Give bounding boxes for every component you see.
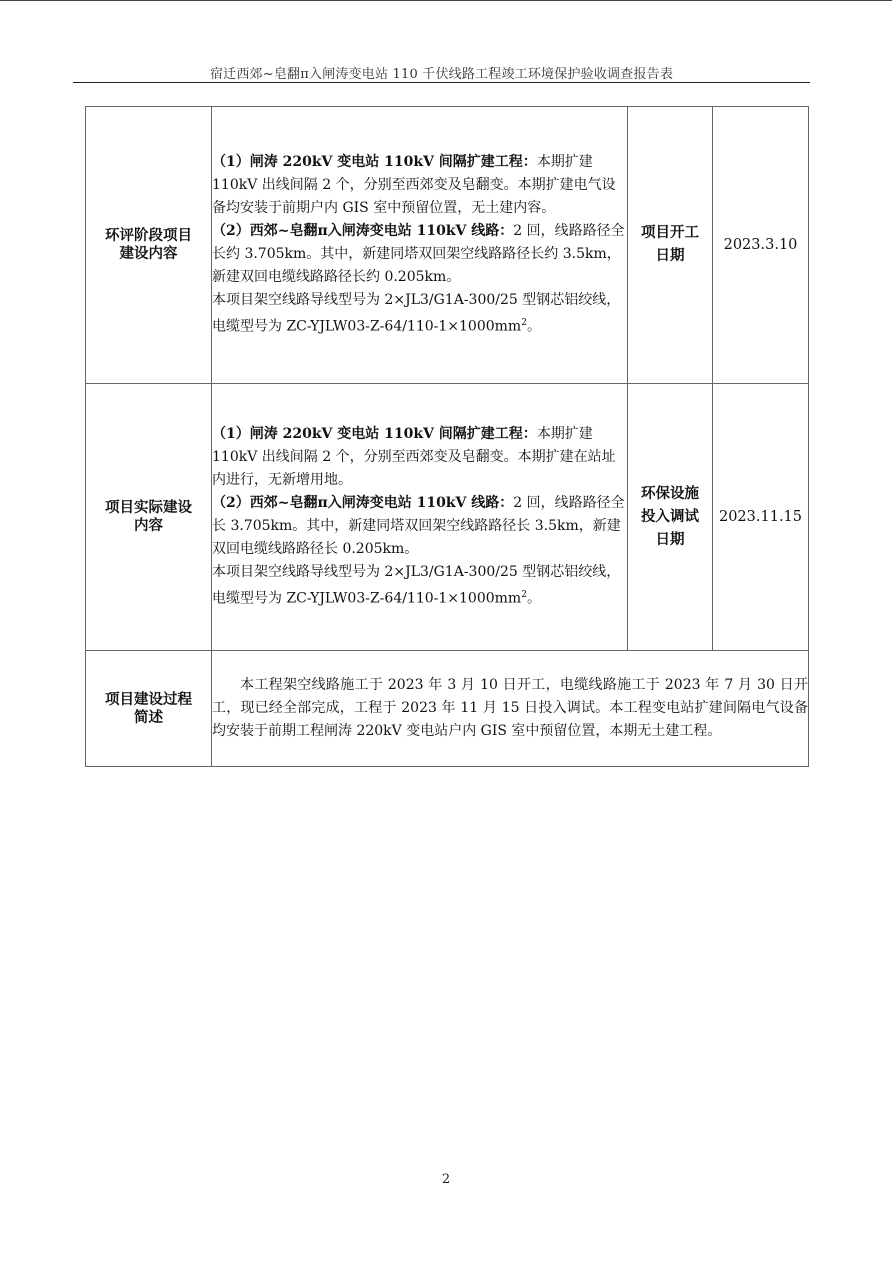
eia-paragraph-1 [212,151,627,220]
actual-p1-heading: （1）闸涛 220kV 变电站 110kV 间隔扩建工程： [212,426,537,443]
start-date-label-text: 项目开工日期 [641,225,699,264]
commissioning-date-label-text: 环保设施投入调试日期 [641,485,699,548]
row-label-summary [86,651,212,767]
row-label-actual-text: 项目实际建设内容 [105,500,192,534]
start-date-label [628,107,713,384]
eia-p3-end: 。 [526,318,541,335]
header-rule [73,82,810,83]
commissioning-date-label [628,384,713,651]
row-label-eia [86,107,212,384]
actual-paragraph-1 [212,423,627,492]
actual-p2-heading: （2）西郊~皂翻π入闸涛变电站 110kV 线路： [212,495,514,512]
actual-p3-sup: 2 [521,590,527,601]
actual-content-cell [212,384,628,651]
table-row-actual-content [86,384,809,651]
actual-p1-text: 本期扩建 110kV 出线间隔 2 个，分别至西郊变及皂翻变。本期扩建在站址内进行，无新增用地。 [212,426,616,489]
eia-p1-heading: （1）闸涛 220kV 变电站 110kV 间隔扩建工程： [212,154,537,171]
table-row-summary [86,651,809,767]
actual-paragraph-3 [212,561,627,611]
start-date-value: 2023.3.10 [713,107,809,384]
eia-p1-text: 本期扩建 110kV 出线间隔 2 个，分别至西郊变及皂翻变。本期扩建电气设备均安装于前期户内 GIS 室中预留位置，无土建内容。 [212,154,616,217]
top-border [0,0,892,1]
actual-p3-text: 本项目架空线路导线型号为 2×JL3/G1A-300/25 型钢芯铝绞线，电缆型号为 ZC-YJLW03-Z-64/110-1×1000mm [212,564,621,607]
summary-text: 本工程架空线路施工于 2023 年 3 月 10 日开工，电缆线路施工于 2023 年 7 月 30 日开工，现已经全部完成，工程于 2023 年 11 月 15 日投入调试。本工程变电站扩建间隔电气设备均安装于前期工程闸涛 220kV 变电站户内 GIS 室中预留位置，本期无土建工程。 [212,651,809,767]
report-table [85,106,809,767]
row-label-summary-text: 项目建设过程简述 [105,691,192,726]
commissioning-date-value: 2023.11.15 [713,384,809,651]
eia-content-cell [212,107,628,384]
page-header-title: 宿迁西郊~皂翻π入闸涛变电站 110 千伏线路工程竣工环境保护验收调查报告表 [209,67,674,82]
eia-p3-sup: 2 [521,318,527,329]
row-label-actual [86,384,212,651]
row-label-eia-text: 环评阶段项目建设内容 [105,228,192,262]
actual-p3-end: 。 [526,590,541,607]
eia-p2-text: 2 回，线路路径全长约 3.705km。其中，新建同塔双回架空线路路径长约 3.5km，新建双回电缆线路路径长约 0.205km。 [212,223,625,286]
eia-p3-text: 本项目架空线路导线型号为 2×JL3/G1A-300/25 型钢芯铝绞线，电缆型号为 ZC-YJLW03-Z-64/110-1×1000mm [212,292,621,335]
page-number: 2 [441,1172,451,1187]
eia-paragraph-3 [212,289,627,339]
eia-paragraph-2 [212,220,627,289]
actual-p2-text: 2 回，线路路径全长 3.705km。其中，新建同塔双回架空线路路径长 3.5km，新建双回电缆线路路径长 0.205km。 [212,495,625,558]
actual-paragraph-2 [212,492,627,561]
table-row-eia-content [86,107,809,384]
eia-p2-heading: （2）西郊~皂翻π入闸涛变电站 110kV 线路： [212,223,514,240]
